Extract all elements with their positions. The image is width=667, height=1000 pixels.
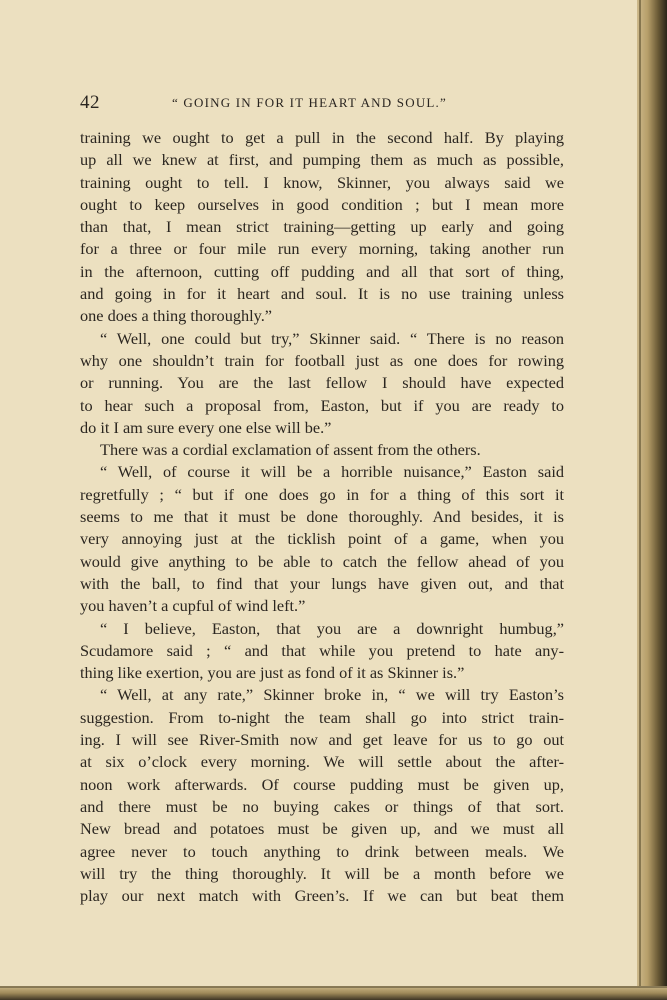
- spine-shadow-line: [639, 0, 641, 1000]
- text-line: at six o’clock every morning. We will settle about the after-: [80, 752, 564, 772]
- page-bottom-edge: [0, 986, 667, 1000]
- running-head: “ GOING IN FOR IT HEART AND SOUL.”: [172, 95, 447, 110]
- text-line: thing like exertion, you are just as fond of it as Skinner is.”: [80, 663, 465, 683]
- text-line: for a three or four mile run every morning, taking another run: [80, 239, 564, 259]
- text-line: you haven’t a cupful of wind left.”: [80, 596, 306, 616]
- text-line: regretfully ; “ but if one does go in for a thing of this sort it: [80, 484, 564, 504]
- text-line: “ I believe, Easton, that you are a downright humbug,”: [100, 618, 564, 638]
- text-line: suggestion. From to-night the team shall go into strict train-: [80, 707, 564, 727]
- text-line: noon work afterwards. Of course pudding must be given up,: [80, 774, 564, 794]
- text-line: and going in for it heart and soul. It is no use training unless: [80, 284, 564, 304]
- text-line: will try the thing thoroughly. It will be a month before we: [80, 863, 564, 883]
- text-line: do it I am sure every one else will be.”: [80, 417, 332, 437]
- text-line: play our next match with Green’s. If we can but beat them: [80, 886, 564, 906]
- bottom-shadow-line: [0, 986, 667, 988]
- text-line: and there must be no buying cakes or things of that sort.: [80, 796, 564, 816]
- text-line: why one shouldn’t train for football just as one does for rowing: [80, 350, 564, 370]
- text-line: training we ought to get a pull in the second half. By playing: [80, 128, 564, 147]
- text-line: “ Well, of course it will be a horrible nuisance,” Easton said: [100, 462, 564, 482]
- text-line: training ought to tell. I know, Skinner, you always said we: [80, 172, 564, 192]
- page-header: [80, 92, 564, 116]
- text-line: agree never to touch anything to drink between meals. We: [80, 841, 564, 861]
- text-line: ing. I will see River-Smith now and get leave for us to go out: [80, 730, 564, 750]
- text-line: There was a cordial exclamation of assent from the others.: [100, 440, 481, 460]
- page-number: 42: [80, 92, 100, 113]
- text-line: than that, I mean strict training—getting up early and going: [80, 217, 564, 237]
- text-line: Scudamore said ; “ and that while you pretend to hate any-: [80, 640, 564, 660]
- text-line: in the afternoon, cutting off pudding and all that sort of thing,: [80, 261, 564, 281]
- text-line: “ Well, one could but try,” Skinner said. “ There is no reason: [100, 328, 564, 348]
- text-line: ought to keep ourselves in good condition ; but I mean more: [80, 194, 564, 214]
- text-line: very annoying just at the ticklish point of a game, when you: [80, 529, 564, 549]
- text-line: or running. You are the last fellow I should have expected: [80, 373, 564, 393]
- text-line: to hear such a proposal from, Easton, but if you are ready to: [80, 395, 564, 415]
- text-line: up all we knew at first, and pumping them as much as possible,: [80, 150, 564, 170]
- body-text: [80, 127, 564, 907]
- text-line: “ Well, at any rate,” Skinner broke in, “ we will try Easton’s: [100, 685, 564, 705]
- text-line: seems to me that it must be done thoroughly. And besides, it is: [80, 507, 564, 527]
- book-spine-edge: [637, 0, 667, 1000]
- text-line: with the ball, to find that your lungs have given out, and that: [80, 573, 564, 593]
- text-line: one does a thing thoroughly.”: [80, 306, 273, 326]
- text-line: would give anything to be able to catch the fellow ahead of you: [80, 551, 564, 571]
- text-line: New bread and potatoes must be given up, and we must all: [80, 819, 564, 839]
